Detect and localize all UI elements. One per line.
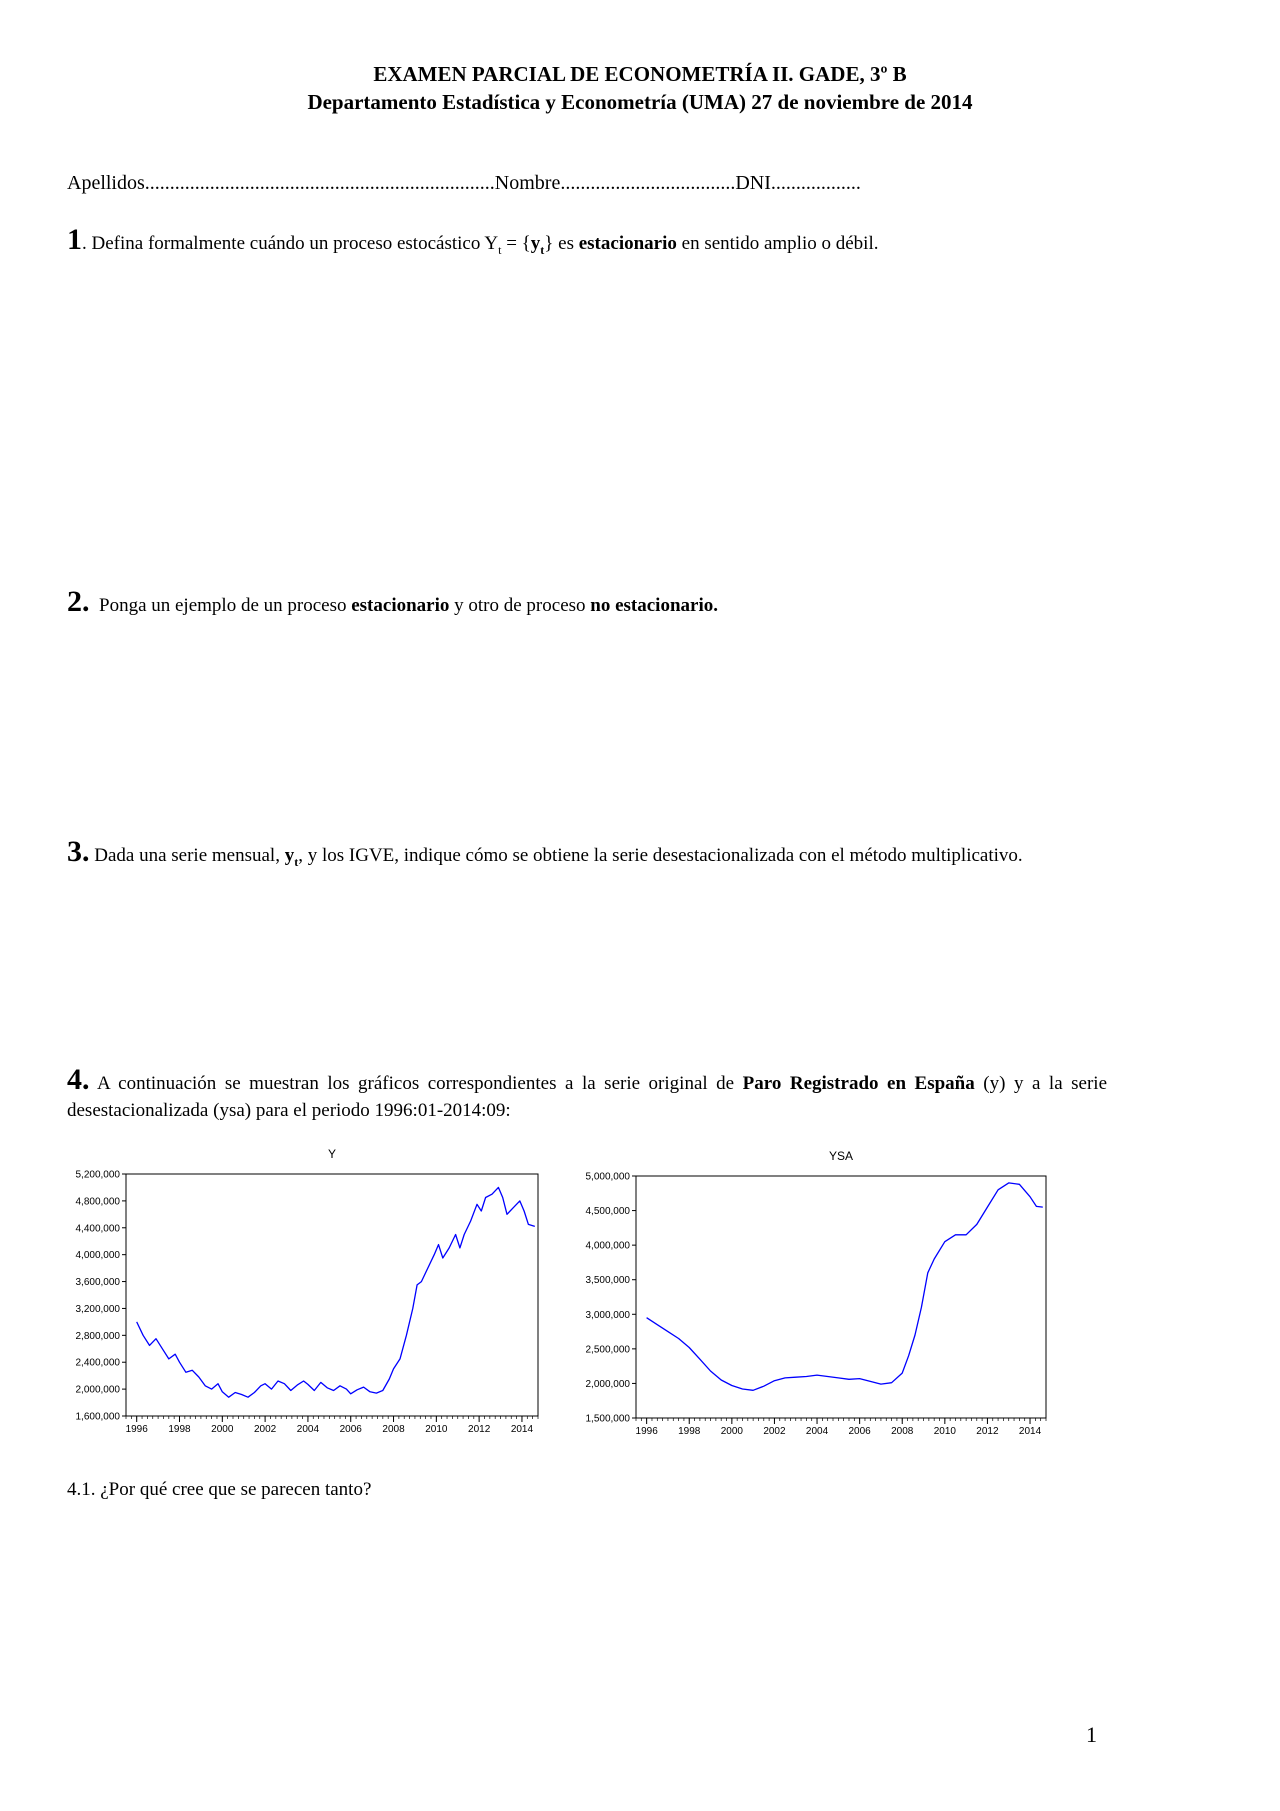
x-tick-label: 2002 bbox=[763, 1426, 786, 1437]
x-tick-label: 1998 bbox=[678, 1426, 701, 1437]
x-tick-label: 1996 bbox=[635, 1426, 658, 1437]
question-text: = { bbox=[501, 233, 531, 254]
question-text: (y) y a la serie desestacionalizada (ysa) para el periodo 1996:01-2014:09: bbox=[67, 1073, 1108, 1121]
question-text: A continuación se muestran los gráficos correspondientes a la serie original de bbox=[96, 1073, 743, 1094]
y-tick-label: 3,000,000 bbox=[585, 1309, 630, 1321]
subscript: t bbox=[540, 242, 545, 257]
x-tick-label: 1998 bbox=[168, 1424, 191, 1435]
chart-ysa-svg bbox=[572, 1140, 1062, 1460]
question-text: , y los IGVE, indique cómo se obtiene la serie desestacionalizada con el método multiplicativo. bbox=[298, 845, 1023, 866]
y-tick-label: 4,400,000 bbox=[75, 1223, 120, 1235]
question-text: Ponga un ejemplo de un proceso bbox=[99, 595, 352, 616]
y-tick-label: 2,500,000 bbox=[585, 1344, 630, 1356]
x-tick-label: 2012 bbox=[468, 1424, 491, 1435]
y-tick-label: 4,000,000 bbox=[585, 1240, 630, 1252]
plot-frame bbox=[126, 1174, 538, 1416]
page-number: 1 bbox=[1086, 1722, 1097, 1747]
question-text: y otro de proceso bbox=[449, 595, 591, 616]
x-tick-label: 2010 bbox=[933, 1426, 956, 1437]
y-tick-label: 3,200,000 bbox=[75, 1303, 120, 1315]
question-3 bbox=[67, 835, 1107, 876]
x-tick-label: 2000 bbox=[720, 1426, 743, 1437]
y-tick-label: 3,600,000 bbox=[75, 1277, 120, 1289]
chart-title: YSA bbox=[828, 1149, 854, 1163]
chart-y-svg bbox=[62, 1138, 552, 1458]
question-4-1: 4.1. ¿Por qué cree que se parecen tanto? bbox=[67, 1479, 372, 1500]
question-text: } es bbox=[544, 233, 579, 254]
y-tick-label: 2,800,000 bbox=[75, 1330, 120, 1342]
y-tick-label: 2,000,000 bbox=[585, 1378, 630, 1390]
bold-term: estacionario bbox=[578, 233, 677, 254]
x-tick-label: 2014 bbox=[1018, 1426, 1042, 1437]
x-tick-label: 2010 bbox=[425, 1424, 448, 1435]
y-tick-label: 4,500,000 bbox=[585, 1206, 630, 1218]
x-tick-label: 2000 bbox=[211, 1424, 234, 1435]
subscript: t bbox=[498, 242, 502, 257]
x-tick-label: 1996 bbox=[125, 1424, 148, 1435]
dni-field: DNI.................. bbox=[735, 172, 861, 194]
question-1 bbox=[67, 223, 1107, 264]
apellidos-field: Apellidos...................................................................... bbox=[67, 172, 495, 194]
question-number: 2. bbox=[67, 585, 90, 618]
question-text: en sentido amplio o débil. bbox=[676, 233, 879, 254]
y-tick-label: 5,200,000 bbox=[75, 1169, 120, 1181]
x-tick-label: 2008 bbox=[382, 1424, 405, 1435]
question-4 bbox=[67, 1063, 1108, 1124]
y-tick-label: 3,500,000 bbox=[585, 1275, 630, 1287]
y-tick-label: 5,000,000 bbox=[585, 1171, 630, 1183]
x-tick-label: 2008 bbox=[891, 1426, 914, 1437]
question-number: 4. bbox=[67, 1063, 90, 1096]
chart-y bbox=[62, 1138, 552, 1458]
x-tick-label: 2004 bbox=[296, 1424, 320, 1435]
y-tick-label: 2,400,000 bbox=[75, 1357, 120, 1369]
x-tick-label: 2012 bbox=[976, 1426, 999, 1437]
x-tick-label: 2006 bbox=[848, 1426, 871, 1437]
subscript: t bbox=[294, 854, 299, 869]
x-tick-label: 2002 bbox=[253, 1424, 277, 1435]
series-line-y bbox=[137, 1187, 535, 1397]
bold-variable: y bbox=[530, 233, 541, 254]
y-tick-label: 2,000,000 bbox=[75, 1384, 120, 1396]
question-text: Dada una serie mensual, bbox=[94, 845, 285, 866]
question-number: 3. bbox=[67, 835, 90, 868]
nombre-field: Nombre................................... bbox=[494, 172, 736, 194]
x-tick-label: 2006 bbox=[339, 1424, 362, 1435]
exam-title: EXAMEN PARCIAL DE ECONOMETRÍA II. GADE, 3º B bbox=[373, 62, 907, 86]
y-tick-label: 1,500,000 bbox=[585, 1413, 630, 1425]
y-tick-label: 1,600,000 bbox=[75, 1411, 120, 1423]
x-tick-label: 2014 bbox=[510, 1424, 534, 1435]
bold-term: no estacionario. bbox=[590, 595, 718, 616]
chart-ysa bbox=[572, 1140, 1062, 1460]
exam-subtitle: Departamento Estadística y Econometría (UMA) 27 de noviembre de 2014 bbox=[307, 90, 973, 114]
question-text: . Defina formalmente cuándo un proceso estocástico Y bbox=[82, 233, 499, 254]
series-line-ysa bbox=[647, 1183, 1043, 1390]
y-tick-label: 4,000,000 bbox=[75, 1250, 120, 1262]
y-tick-label: 4,800,000 bbox=[75, 1196, 120, 1208]
bold-term: estacionario bbox=[351, 595, 450, 616]
x-tick-label: 2004 bbox=[805, 1426, 829, 1437]
chart-title: Y bbox=[327, 1147, 337, 1161]
question-2 bbox=[67, 585, 1107, 619]
bold-term: Paro Registrado en España bbox=[742, 1073, 975, 1094]
question-number: 1 bbox=[67, 223, 82, 256]
student-info-line bbox=[67, 170, 861, 197]
bold-variable: y bbox=[284, 845, 295, 866]
